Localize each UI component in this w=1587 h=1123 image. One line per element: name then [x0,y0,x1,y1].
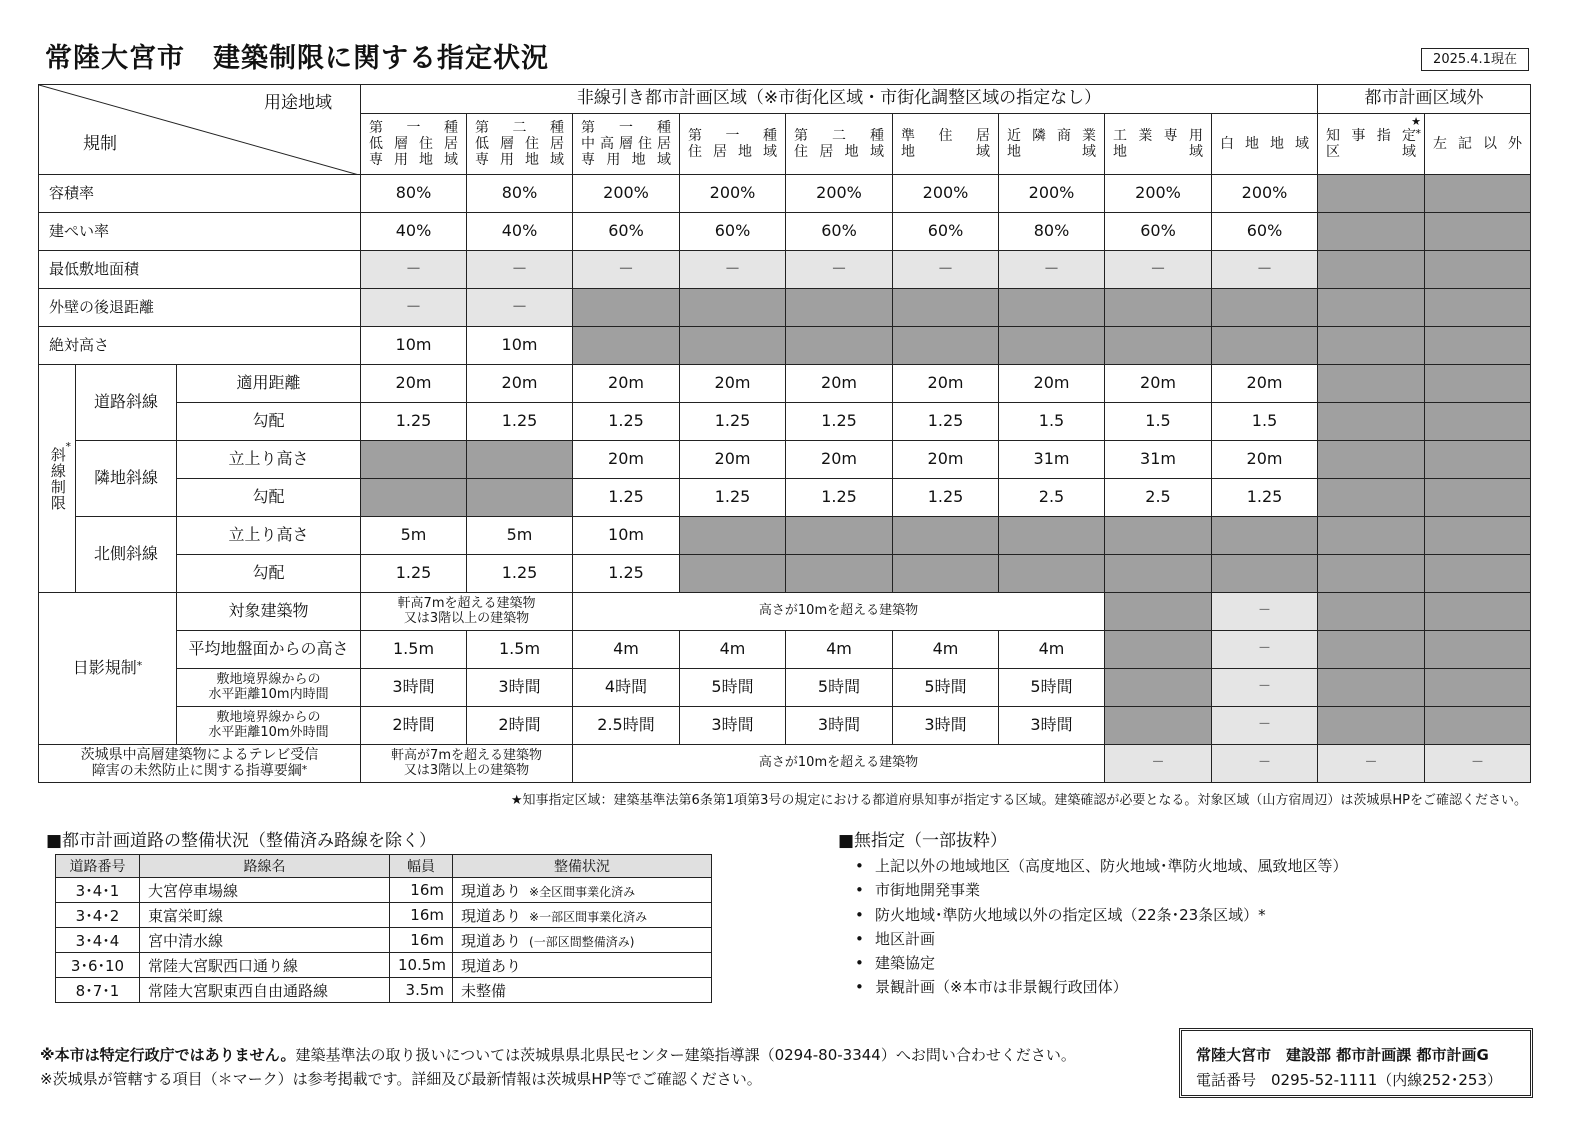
value-cell: 31m [1105,441,1212,479]
na-cell [680,289,786,327]
road-width: 16m [390,903,453,928]
zone-header-5 [786,114,893,175]
road-status-text: 現道あり [461,906,522,925]
shadow-label-text: 日影規制 [72,658,137,678]
na-cell [1318,631,1425,669]
value-cell: 1.25 [893,479,999,517]
road-width: 16m [390,878,453,903]
value-cell: 4m [999,631,1105,669]
value-cell: 60% [1212,213,1318,251]
outside-zone-header-1 [1318,114,1425,175]
road-width: 10.5m [390,953,453,978]
nodesig-heading: ■無指定（一部抜粋） [838,831,1008,851]
na-cell [1425,175,1531,213]
road-row [56,978,712,1003]
shadow-label [39,593,177,745]
contact-box [1179,1028,1533,1098]
value-cell: 5時間 [786,669,893,707]
zone-header-4 [680,114,786,175]
na-cell [1105,555,1212,593]
row-label: 外壁の後退距離 [39,289,361,327]
value-cell: 4m [893,631,999,669]
page-title: 常陸大宮市 建築制限に関する指定状況 [45,43,549,74]
value-cell: 1.25 [680,403,786,441]
road-status [453,928,712,953]
value-cell: － [361,251,467,289]
value-cell: 20m [467,365,573,403]
na-cell [1318,403,1425,441]
road-status [453,903,712,928]
roads-header-status: 整備状況 [453,855,712,878]
na-cell [1425,631,1531,669]
value-cell: 20m [1105,365,1212,403]
na-cell [786,327,893,365]
na-cell [1318,441,1425,479]
na-cell [999,517,1105,555]
tv-target-high: 高さが10mを超える建築物 [573,745,1105,783]
value-cell: 20m [573,365,680,403]
value-cell: 10m [467,327,573,365]
sub-label: 敷地境界線からの 水平距離10m外時間 [177,707,361,745]
value-cell: 60% [1105,213,1212,251]
footer-bold: ※本市は特定行政庁ではありません。 [40,1046,296,1064]
zone-name-line: 地 域 [1113,144,1204,160]
value-cell: 1.25 [1212,479,1318,517]
zone-name-line: 準 住 居 [901,127,991,144]
value-cell: 20m [786,441,893,479]
corner-header [39,85,361,175]
road-row [56,953,712,978]
na-cell [1425,213,1531,251]
sub-label: 適用距離 [177,365,361,403]
dash-cell: － [1212,669,1318,707]
na-cell [1212,289,1318,327]
na-cell [1318,707,1425,745]
na-cell [999,289,1105,327]
na-cell [1425,289,1531,327]
value-cell: 1.5 [999,403,1105,441]
value-cell: － [999,251,1105,289]
sub-label: 勾配 [177,479,361,517]
value-cell: 20m [786,365,893,403]
road-no: 3･4･4 [56,928,140,953]
nodesig-item: • 地区計画 [855,928,1348,952]
value-cell: 4m [786,631,893,669]
star-mark: ★ [1411,115,1422,128]
value-cell: 1.25 [680,479,786,517]
zone-name-line: 左 記 以 外 [1433,135,1523,152]
na-cell [999,327,1105,365]
na-cell [1318,175,1425,213]
roads-header-name: 路線名 [140,855,390,878]
sub-label: 勾配 [177,555,361,593]
zone-header-1 [361,114,467,175]
value-cell: 2時間 [361,707,467,745]
road-status-text: 現道あり [461,931,522,950]
na-cell [573,327,680,365]
na-cell [1105,517,1212,555]
adjacent-slope-label: 隣地斜線 [76,441,177,517]
value-cell: 80% [999,213,1105,251]
outside-zone-header-2 [1425,114,1531,175]
road-row [56,878,712,903]
dash-cell: － [1212,707,1318,745]
na-cell [1318,517,1425,555]
na-cell [361,441,467,479]
value-cell: 5m [361,517,467,555]
value-cell: 3時間 [893,707,999,745]
road-name: 宮中清水線 [140,928,390,953]
value-cell: 4m [680,631,786,669]
na-cell [361,479,467,517]
row-label: 建ぺい率 [39,213,361,251]
nodesig-item: • 上記以外の地域地区（高度地区、防火地域･準防火地域、風致地区等） [855,855,1348,879]
value-cell: 2.5時間 [573,707,680,745]
star-note: ★知事指定区域：建築基準法第6条第1項第3号の規定における都道府県知事が指定する区域。建築確認が必要となる。対象区域（山方宿周辺）は茨城県HPをご確認ください。 [510,793,1527,808]
value-cell: 200% [1212,175,1318,213]
na-cell [1318,327,1425,365]
na-cell [1105,631,1212,669]
sub-label: 勾配 [177,403,361,441]
na-cell [467,441,573,479]
sub-label: 対象建築物 [177,593,361,631]
regulation-table [38,84,1531,783]
sub-label: 敷地境界線からの 水平距離10m内時間 [177,669,361,707]
nodesig-item: • 市街地開発事業 [855,879,1348,903]
value-cell: 200% [786,175,893,213]
zone-name-line: 第 一 種 [369,119,459,136]
dash-cell: － [1212,593,1318,631]
na-cell [1212,555,1318,593]
value-cell: 20m [680,441,786,479]
value-cell: － [467,251,573,289]
value-cell: 5時間 [680,669,786,707]
value-cell: 60% [573,213,680,251]
sub-label: 平均地盤面からの高さ [177,631,361,669]
na-cell [786,289,893,327]
na-cell [1425,707,1531,745]
corner-use-label: 用途地域 [264,93,333,113]
na-cell [1318,289,1425,327]
na-cell [467,479,573,517]
roads-table [55,854,712,1003]
road-status-note: (一部区間整備済み) [529,934,635,949]
nodesig-list [855,855,1348,1001]
value-cell: 200% [573,175,680,213]
value-cell: 200% [1105,175,1212,213]
value-cell: 200% [893,175,999,213]
row-label: 最低敷地面積 [39,251,361,289]
na-cell [680,555,786,593]
na-cell [573,289,680,327]
zone-name-line: 住 居 地 域 [794,144,885,160]
zone-name-line: 専 用 地 域 [475,152,565,169]
road-no: 8･7･1 [56,978,140,1003]
na-cell [1212,327,1318,365]
zone-header-8 [1105,114,1212,175]
footer-line1: 建築基準法の取り扱いについては茨城県県北県民センター建築指導課（0294-80-3344）へお問い合わせください。 [295,1046,1076,1064]
na-cell [1105,327,1212,365]
value-cell: 1.5m [361,631,467,669]
value-cell: － [1212,251,1318,289]
na-cell [1425,403,1531,441]
na-cell [1425,365,1531,403]
value-cell: 200% [680,175,786,213]
corner-reg-label: 規制 [83,134,117,155]
tv-label-text: 茨城県中高層建築物によるテレビ受信 障害の未然防止に関する指導要綱 [80,747,319,779]
value-cell: 2時間 [467,707,573,745]
value-cell: 20m [680,365,786,403]
zone-name-line: 第 一 種 [581,119,672,136]
zone-name-line: 専 用 地 域 [369,152,459,169]
zone-name-line: 中高層住居 [581,135,672,152]
na-cell [1425,251,1531,289]
na-cell [893,289,999,327]
road-status-text: 未整備 [461,981,507,1000]
na-cell [786,517,893,555]
zone-name-line: 近 隣 商 業 [1007,127,1097,144]
na-cell [1318,593,1425,631]
value-cell: 1.5 [1212,403,1318,441]
slope-label [39,365,76,593]
asterisk-mark: * [301,762,308,776]
date-badge: 2025.4.1現在 [1421,48,1529,71]
roads-heading: ■都市計画道路の整備状況（整備済み路線を除く） [46,831,437,851]
zone-header-6 [893,114,999,175]
dash-cell: － [1425,745,1531,783]
zone-header-9 [1212,114,1318,175]
zone-name-line: 区 域 [1326,144,1417,160]
value-cell: 1.25 [467,403,573,441]
na-cell [1318,479,1425,517]
road-no: 3･6･10 [56,953,140,978]
road-row [56,928,712,953]
zone-name-line: 低 層 住 居 [369,135,459,152]
value-cell: 2.5 [999,479,1105,517]
contact-org: 常陸大宮市 建設部 都市計画課 都市計画G [1196,1046,1489,1064]
shadow-target-high: 高さが10mを超える建築物 [573,593,1105,631]
value-cell: 1.25 [573,555,680,593]
na-cell [1425,441,1531,479]
na-cell [1318,669,1425,707]
row-label: 絶対高さ [39,327,361,365]
zone-name-line: 地 域 [901,144,991,160]
na-cell [1425,517,1531,555]
value-cell: 20m [1212,365,1318,403]
value-cell: 40% [467,213,573,251]
value-cell: 20m [893,365,999,403]
value-cell: 3時間 [467,669,573,707]
road-status [453,878,712,903]
zone-header-2 [467,114,573,175]
value-cell: 5時間 [999,669,1105,707]
zone-name-line: 地 域 [1007,144,1097,160]
na-cell [1425,669,1531,707]
road-name: 常陸大宮駅東西自由通路線 [140,978,390,1003]
value-cell: 1.5 [1105,403,1212,441]
value-cell: 1.25 [786,479,893,517]
value-cell: － [893,251,999,289]
value-cell: 80% [361,175,467,213]
road-slope-label: 道路斜線 [76,365,177,441]
value-cell: 1.25 [467,555,573,593]
zone-name-line: 第 二 種 [794,127,885,144]
zone-header-3 [573,114,680,175]
na-cell [786,555,893,593]
na-cell [1425,327,1531,365]
zone-name-line: 低 層 住 居 [475,135,565,152]
na-cell [1212,517,1318,555]
value-cell: 200% [999,175,1105,213]
road-name: 常陸大宮駅西口通り線 [140,953,390,978]
value-cell: － [573,251,680,289]
zone-name-line: 工 業 専 用 [1113,127,1204,144]
value-cell: 60% [680,213,786,251]
na-cell [893,327,999,365]
value-cell: 4m [573,631,680,669]
na-cell [893,517,999,555]
value-cell: 20m [999,365,1105,403]
value-cell: 1.25 [361,555,467,593]
dash-cell: － [1212,631,1318,669]
na-cell [1105,593,1212,631]
contact-tel: 電話番号 0295-52-1111（内線252･253） [1196,1071,1503,1089]
dash-cell: － [1212,745,1318,783]
road-no: 3･4･2 [56,903,140,928]
zone-header-7 [999,114,1105,175]
value-cell: 1.25 [573,479,680,517]
na-cell [1425,479,1531,517]
zone-name-line: 知 事 指 定 [1326,127,1417,144]
value-cell: 10m [361,327,467,365]
na-cell [1105,669,1212,707]
road-no: 3･4･1 [56,878,140,903]
value-cell: 3時間 [361,669,467,707]
na-cell [1318,555,1425,593]
north-slope-label: 北側斜線 [76,517,177,593]
nodesig-item: • 建築協定 [855,952,1348,976]
na-cell [680,517,786,555]
value-cell: － [786,251,893,289]
value-cell: 5m [467,517,573,555]
shadow-target-low: 軒高7mを超える建築物 又は3階以上の建築物 [361,593,573,631]
footer-notes [40,1043,1076,1091]
value-cell: 80% [467,175,573,213]
value-cell: 4時間 [573,669,680,707]
value-cell: － [361,289,467,327]
value-cell: － [1105,251,1212,289]
road-status-text: 現道あり [461,881,522,900]
road-row [56,903,712,928]
zone-name-line: 住 居 地 域 [688,144,778,160]
value-cell: 60% [893,213,999,251]
na-cell [1105,289,1212,327]
roads-header-width: 幅員 [390,855,453,878]
value-cell: 1.25 [893,403,999,441]
dash-cell: － [1318,745,1425,783]
road-status-note: ※全区間事業化済み [529,884,636,899]
value-cell: 3時間 [999,707,1105,745]
footer-line2: ※茨城県が管轄する項目（＊マーク）は参考掲載です。詳細及び最新情報は茨城県HP等でご確認ください。 [40,1070,762,1088]
na-cell [680,327,786,365]
value-cell: 1.25 [361,403,467,441]
nodesig-item: • 景観計画（※本市は非景観行政団体） [855,976,1348,1000]
value-cell: 3時間 [680,707,786,745]
value-cell: 5時間 [893,669,999,707]
na-cell [1318,365,1425,403]
road-width: 16m [390,928,453,953]
road-status-note: ※一部区間事業化済み [529,909,648,924]
na-cell [1318,213,1425,251]
road-status [453,953,712,978]
road-status [453,978,712,1003]
road-width: 3.5m [390,978,453,1003]
na-cell [1105,707,1212,745]
road-name: 大宮停車場線 [140,878,390,903]
sub-label: 立上り高さ [177,441,361,479]
value-cell: 40% [361,213,467,251]
na-cell [1425,593,1531,631]
value-cell: － [467,289,573,327]
value-cell: 2.5 [1105,479,1212,517]
road-name: 東富栄町線 [140,903,390,928]
value-cell: 3時間 [786,707,893,745]
value-cell: 1.25 [573,403,680,441]
value-cell: － [680,251,786,289]
value-cell: 20m [361,365,467,403]
zone-name-line: 専 用 地 域 [581,152,672,169]
value-cell: 20m [573,441,680,479]
zone-name-line: 第 一 種 [688,127,778,144]
row-label: 容積率 [39,175,361,213]
asterisk-mark: * [136,659,143,673]
tv-target-low: 軒高が7mを超える建築物 又は3階以上の建築物 [361,745,573,783]
group-outside-header: 都市計画区域外 [1318,85,1531,114]
tv-label [39,745,361,783]
value-cell: 60% [786,213,893,251]
value-cell: 31m [999,441,1105,479]
nodesig-item: • 防火地域･準防火地域以外の指定区域（22条･23条区域）* [855,904,1348,928]
group-nonline-header: 非線引き都市計画区域（※市街化区域・市街化調整区域の指定なし） [361,85,1318,114]
value-cell: 20m [893,441,999,479]
asterisk-mark: * [65,439,71,453]
zone-name-line: 白 地 地 域 [1220,135,1310,152]
asterisk-mark: * [1415,127,1422,140]
na-cell [999,555,1105,593]
sub-label: 立上り高さ [177,517,361,555]
value-cell: 1.25 [786,403,893,441]
na-cell [893,555,999,593]
na-cell [1425,555,1531,593]
slope-label-text: 斜線制限 [48,446,67,511]
na-cell [1318,251,1425,289]
dash-cell: － [1105,745,1212,783]
value-cell: 20m [1212,441,1318,479]
value-cell: 10m [573,517,680,555]
zone-name-line: 第 二 種 [475,119,565,136]
value-cell: 1.5m [467,631,573,669]
road-status-text: 現道あり [461,956,522,975]
roads-header-no: 道路番号 [56,855,140,878]
